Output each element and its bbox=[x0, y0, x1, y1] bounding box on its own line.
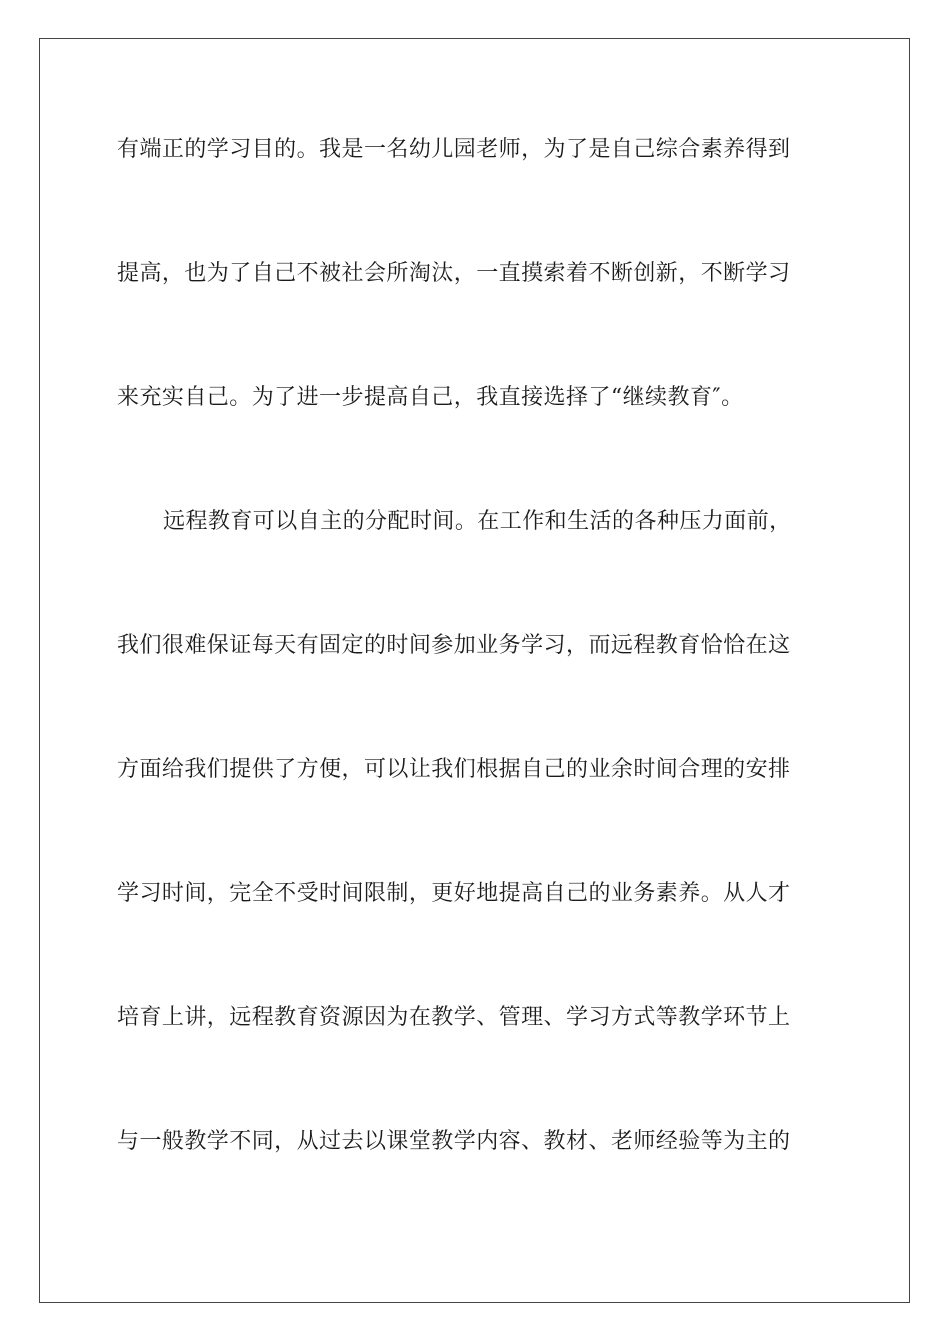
paragraph-1-line-1: 有端正的学习目的。我是一名幼儿园老师，为了是自己综合素养得到 bbox=[117, 137, 791, 162]
paragraph-1-line-3: 来充实自己。为了进一步提高自己，我直接选择了“继续教育″。 bbox=[117, 385, 744, 410]
paragraph-2-line-4: 学习时间，完全不受时间限制，更好地提高自己的业务素养。从人才 bbox=[117, 881, 791, 906]
paragraph-1-line-2: 提高，也为了自己不被社会所淘汰，一直摸索着不断创新，不断学习 bbox=[117, 261, 791, 286]
paragraph-2-line-2: 我们很难保证每天有固定的时间参加业务学习，而远程教育恰恰在这 bbox=[117, 633, 791, 658]
paragraph-2-line-5: 培育上讲，远程教育资源因为在教学、管理、学习方式等教学环节上 bbox=[117, 1005, 791, 1030]
page-border bbox=[39, 38, 910, 1303]
paragraph-2-line-1: 远程教育可以自主的分配时间。在工作和生活的各种压力面前， bbox=[163, 509, 792, 534]
paragraph-2-line-3: 方面给我们提供了方便，可以让我们根据自己的业余时间合理的安排 bbox=[117, 757, 791, 782]
paragraph-2-line-6: 与一般教学不同，从过去以课堂教学内容、教材、老师经验等为主的 bbox=[117, 1129, 791, 1154]
